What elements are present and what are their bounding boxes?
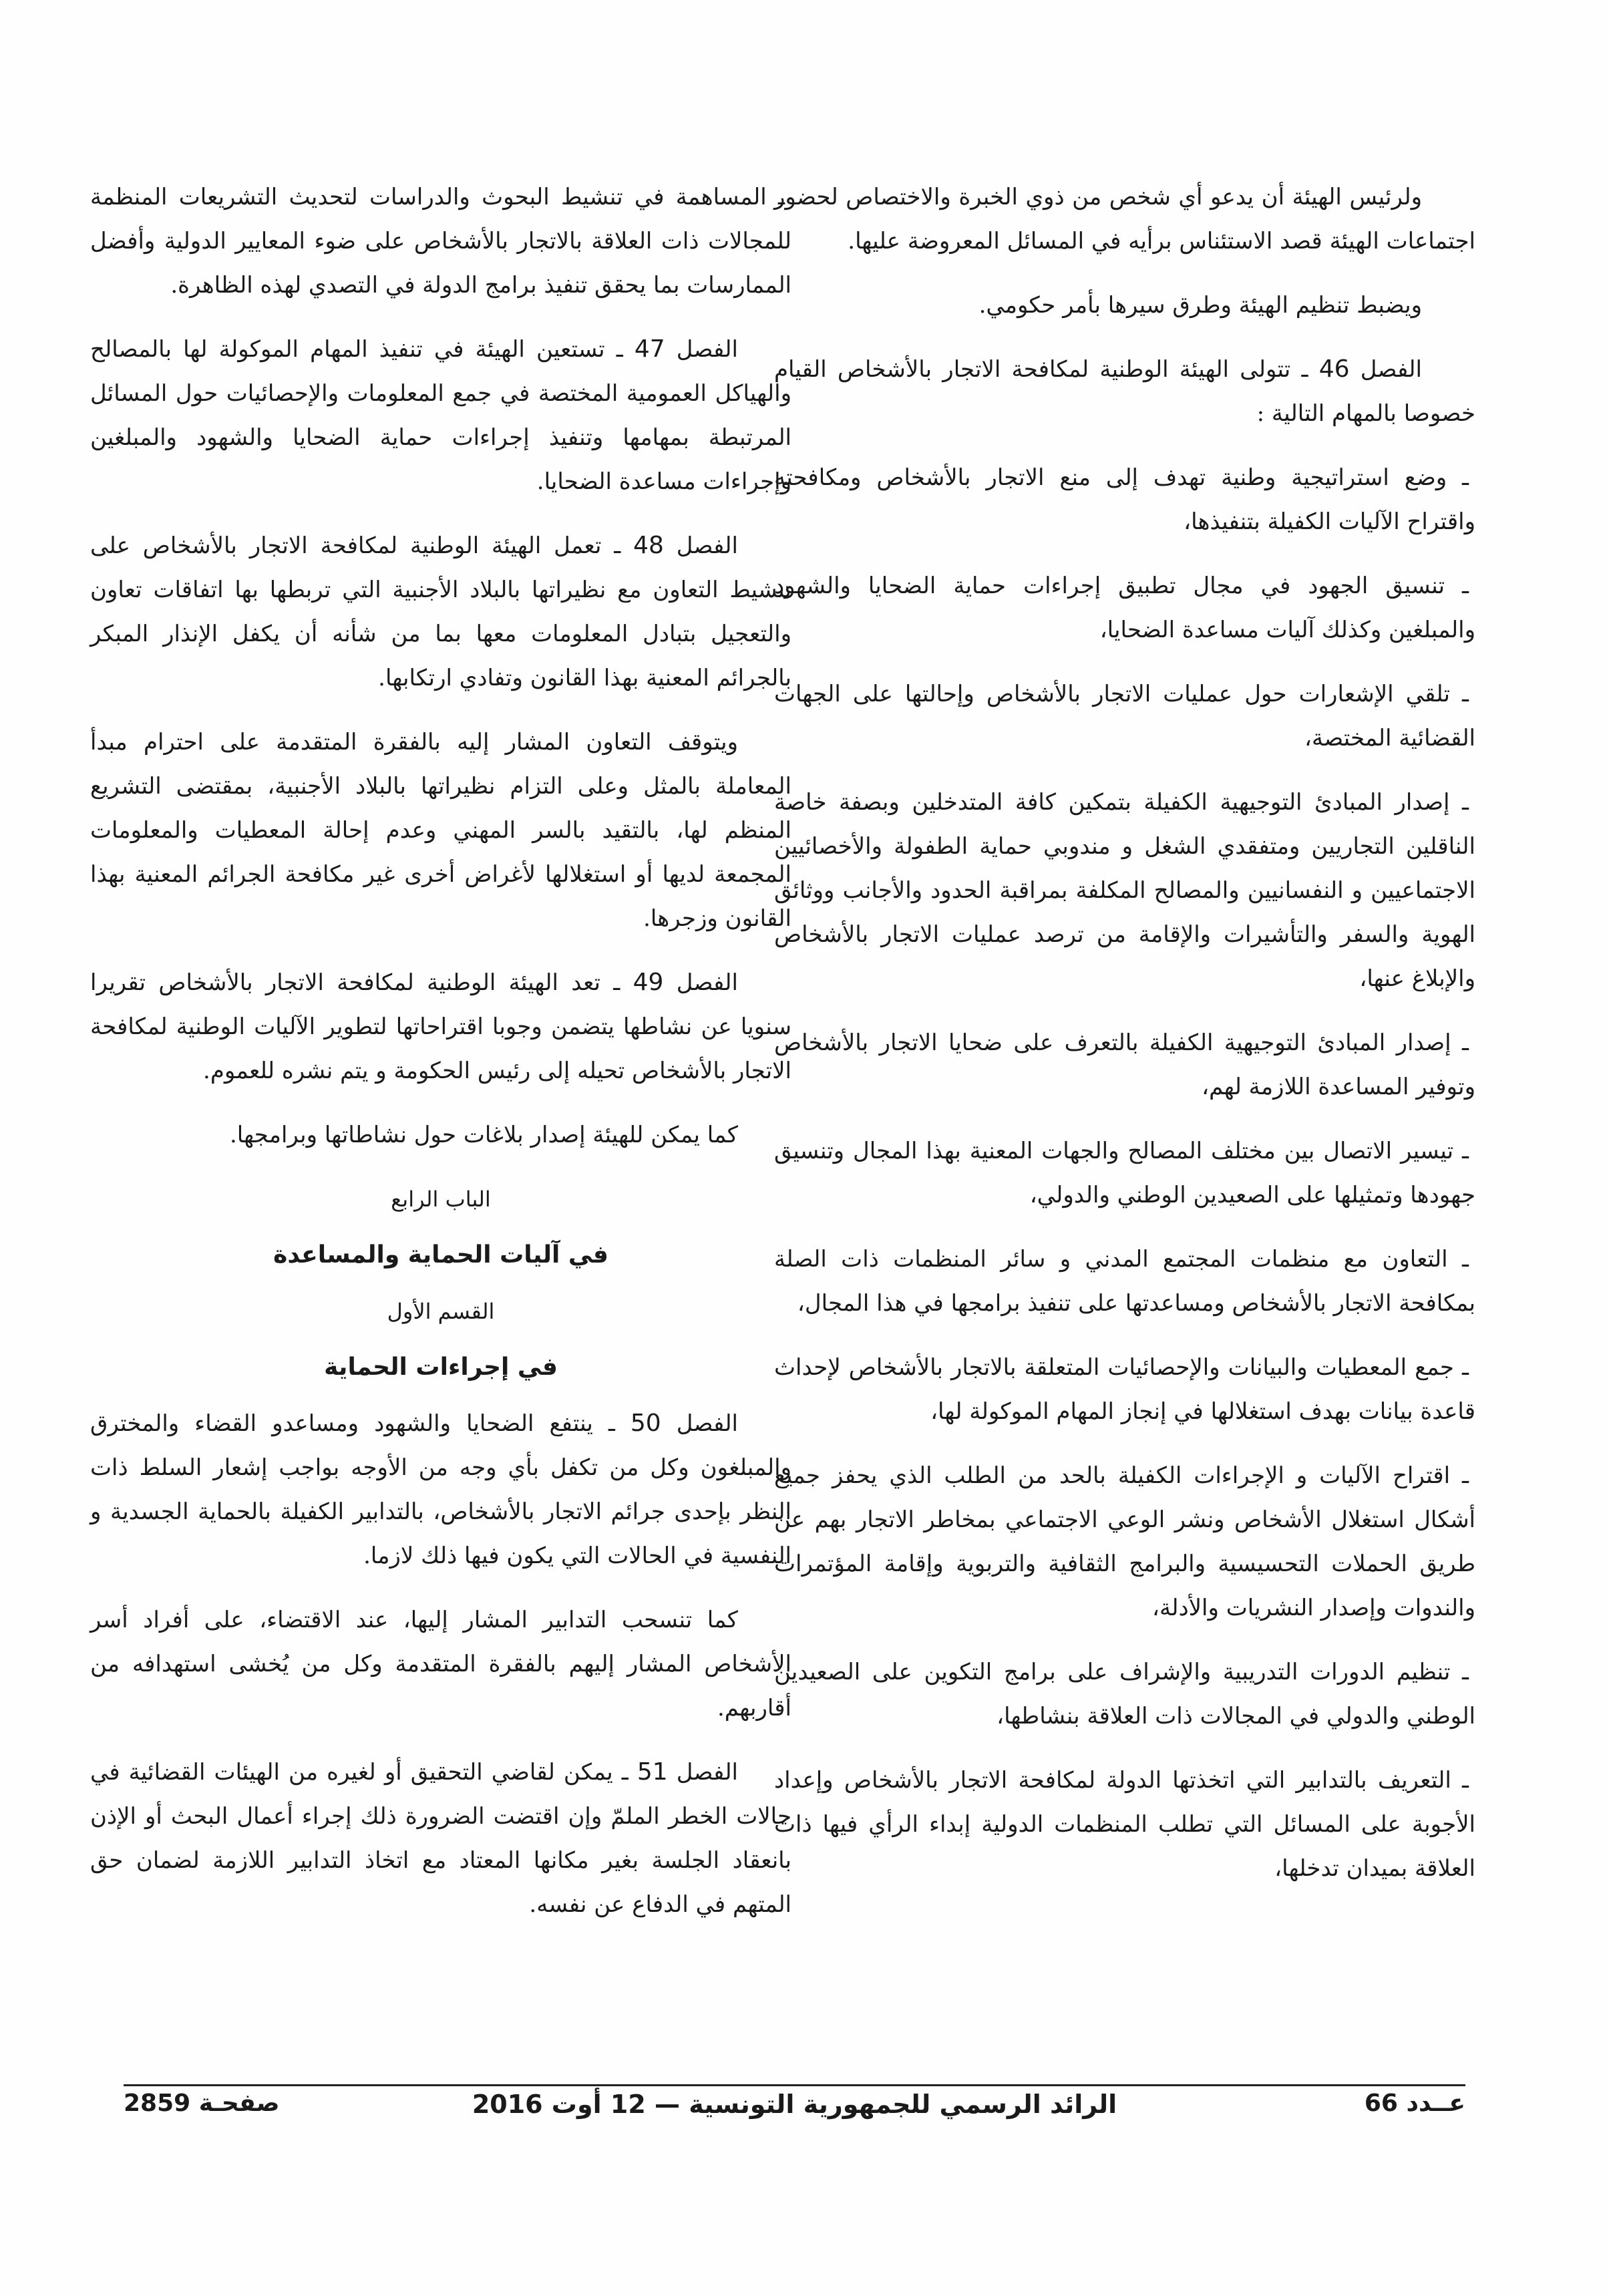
article-text: ـ يمكن لقاضي التحقيق أو لغيره من الهيئات القضائية في حالات الخطر الملمّ وإن اقتضت الضرورة ذلك إجراء أعمال البحث أو الإذن بانعقاد الجلسة بغير مكانها المعتاد مع اتخاذ التدابير اللازمة لضمان حق المتهم في الدفاع عن نفسه. (90, 1759, 791, 1918)
left-column (90, 175, 791, 1947)
article-46 (774, 347, 1475, 436)
section-title: في إجراءات الحماية (324, 1353, 558, 1381)
mission-item: ـ التعريف بالتدابير التي اتخذتها الدولة لمكافحة الاتجار بالأشخاص وإعداد الأجوبة على المسائل التي تطلب المنظمات الدولية إبداء الرأي فيها ذات العلاقة بميدان تدخلها، (774, 1767, 1475, 1882)
footer-divider (124, 2084, 1465, 2086)
article-label: الفصل (676, 1759, 739, 1786)
chapter-title: في آليات الحماية والمساعدة (273, 1241, 608, 1269)
right-column (774, 175, 1475, 1911)
mission-item: ـ المساهمة في تنشيط البحوث والدراسات لتحديث التشريعات المنظمة للمجالات ذات العلاقة بالاتجار بالأشخاص على ضوء المعايير الدولية وأفضل الممارسات بما يحقق تنفيذ برامج الدولة في التصدي لهذه الظاهرة. (90, 184, 791, 299)
mission-item: ـ جمع المعطيات والبيانات والإحصائيات المتعلقة بالاتجار بالأشخاص لإحداث قاعدة بيانات بهدف استغلالها في إنجاز المهام الموكولة لها، (774, 1354, 1475, 1425)
article-49 (90, 961, 791, 1093)
article-label: الفصل (676, 532, 738, 559)
paragraph-expert-invitation: ولرئيس الهيئة أن يدعو أي شخص من ذوي الخبرة والاختصاص لحضور اجتماعات الهيئة قصد الاستئناس برأيه في المسائل المعروضة عليها. (774, 184, 1475, 255)
article-number: 49 (633, 969, 664, 996)
article-text: ـ تعد الهيئة الوطنية لمكافحة الاتجار بالأشخاص تقريرا سنويا عن نشاطها يتضمن وجوبا اقتراحاتها لتطوير الآليات الوطنية لمكافحة الاتجار بالأشخاص تحيله إلى رئيس الحكومة و يتم نشره للعموم. (90, 969, 791, 1084)
mission-item: ـ إصدار المبادئ التوجيهية الكفيلة بالتعرف على ضحايا الاتجار بالأشخاص وتوفير المساعدة اللازمة لهم، (774, 1029, 1475, 1100)
mission-item: ـ تنظيم الدورات التدريبية والإشراف على برامج التكوين على الصعيدين الوطني والدولي في المجالات ذات العلاقة بنشاطها، (774, 1659, 1475, 1730)
mission-item: ـ وضع استراتيجية وطنية تهدف إلى منع الاتجار بالأشخاص ومكافحته واقتراح الآليات الكفيلة بتنفيذها، (774, 464, 1475, 535)
article-label: الفصل (1360, 356, 1422, 383)
article-number: 51 (637, 1758, 668, 1786)
page-footer (124, 2090, 1465, 2136)
paragraph-family-protection: كما تنسحب التدابير المشار إليها، عند الاقتضاء، على أفراد أسر الأشخاص المشار إليهم بالفقرة المتقدمة وكل من يُخشى استهدافه من أقاربهم. (90, 1607, 791, 1721)
chapter-heading: الباب الرابع (391, 1186, 491, 1212)
paragraph-cooperation: ويتوقف التعاون المشار إليه بالفقرة المتقدمة على احترام مبدأ المعاملة بالمثل وعلى التزام نظيراتها بالبلاد الأجنبية، بمقتضى التشريع المنظم لها، بالتقيد بالسر المهني وعدم إحالة المعطيات والمعلومات المجمعة لديها أو استغلالها لأغراض أخرى غير مكافحة الجرائم المعنية بهذا القانون وزجرها. (90, 729, 791, 932)
mission-item: ـ تلقي الإشعارات حول عمليات الاتجار بالأشخاص وإحالتها على الجهات القضائية المختصة، (774, 681, 1475, 752)
article-label: الفصل (676, 1410, 739, 1437)
article-51 (90, 1750, 791, 1927)
article-47 (90, 327, 791, 504)
gazette-title-date: الرائد الرسمي للجمهورية التونسية — 12 أوت 2016 (472, 2090, 1117, 2119)
article-50 (90, 1402, 791, 1578)
article-number: 48 (633, 532, 664, 559)
mission-item: ـ اقتراح الآليات و الإجراءات الكفيلة بالحد من الطلب الذي يحفز جميع أشكال استغلال الأشخاص ونشر الوعي الاجتماعي بمخاطر الاتجار بهم عن طريق الحملات التحسيسية والبرامج الثقافية والتربوية وإقامة المؤتمرات والندوات وإصدار النشريات والأدلة، (774, 1462, 1475, 1621)
article-text: ـ تتولى الهيئة الوطنية لمكافحة الاتجار بالأشخاص القيام خصوصا بالمهام التالية : (774, 356, 1475, 427)
article-text: ـ ينتفع الضحايا والشهود ومساعدو القضاء والمخترق والمبلغون وكل من تكفل بأي وجه من الأوجه بواجب إشعار السلط ذات النظر بإحدى جرائم الاتجار بالأشخاص، بالتدابير الكفيلة بالحماية الجسدية و النفسية في الحالات التي يكون فيها ذلك لازما. (90, 1410, 791, 1569)
article-48 (90, 524, 791, 700)
article-number: 46 (1318, 355, 1350, 383)
article-number: 47 (634, 335, 665, 363)
paragraph-reports: كما يمكن للهيئة إصدار بلاغات حول نشاطاتها وبرامجها. (229, 1122, 738, 1148)
article-text: ـ تستعين الهيئة في تنفيذ المهام الموكولة لها بالمصالح والهياكل العمومية المختصة في جمع المعلومات والإحصائيات حول المسائل المرتبطة بمهامها وتنفيذ إجراءات حماية الضحايا والشهود والمبلغين وإجراءات مساعدة الضحايا. (90, 336, 791, 495)
mission-item: ـ تيسير الاتصال بين مختلف المصالح والجهات المعنية بهذا المجال وتنسيق جهودها وتمثيلها على الصعيدين الوطني والدولي، (774, 1138, 1475, 1208)
article-text: ـ تعمل الهيئة الوطنية لمكافحة الاتجار بالأشخاص على تنشيط التعاون مع نظيراتها بالبلاد الأجنبية التي تربطها بها اتفاقات تعاون والتعجيل بتبادل المعلومات معها بما من شأنه أن يكفل الإنذار المبكر بالجرائم المعنية بهذا القانون وتفادي ارتكابها. (90, 532, 791, 691)
mission-item: ـ تنسيق الجهود في مجال تطبيق إجراءات حماية الضحايا والشهود والمبلغين وكذلك آليات مساعدة الضحايا، (774, 572, 1475, 643)
article-number: 50 (630, 1410, 661, 1437)
page-number: صفحـة 2859 (124, 2090, 280, 2117)
issue-number: عــدد 66 (1364, 2090, 1465, 2117)
section-heading: القسم الأول (387, 1299, 495, 1324)
paragraph-organization-decree: ويضبط تنظيم الهيئة وطرق سيرها بأمر حكومي. (978, 292, 1422, 319)
mission-item: ـ إصدار المبادئ التوجيهية الكفيلة بتمكين كافة المتدخلين وبصفة خاصة الناقلين التجاريين ومتفقدي الشغل و مندوبي حماية الطفولة والأخصائيين الاجتماعيين و النفسانيين والمصالح المكلفة بمراقبة الحدود والأجانب ووثائق الهوية والسفر والتأشيرات والإقامة من ترصد عمليات الاتجار بالأشخاص والإبلاغ عنها، (774, 789, 1475, 992)
mission-item: ـ التعاون مع منظمات المجتمع المدني و سائر المنظمات ذات الصلة بمكافحة الاتجار بالأشخاص ومساعدتها على تنفيذ برامجها في هذا المجال، (774, 1246, 1475, 1317)
article-label: الفصل (676, 336, 738, 363)
article-label: الفصل (676, 969, 738, 996)
